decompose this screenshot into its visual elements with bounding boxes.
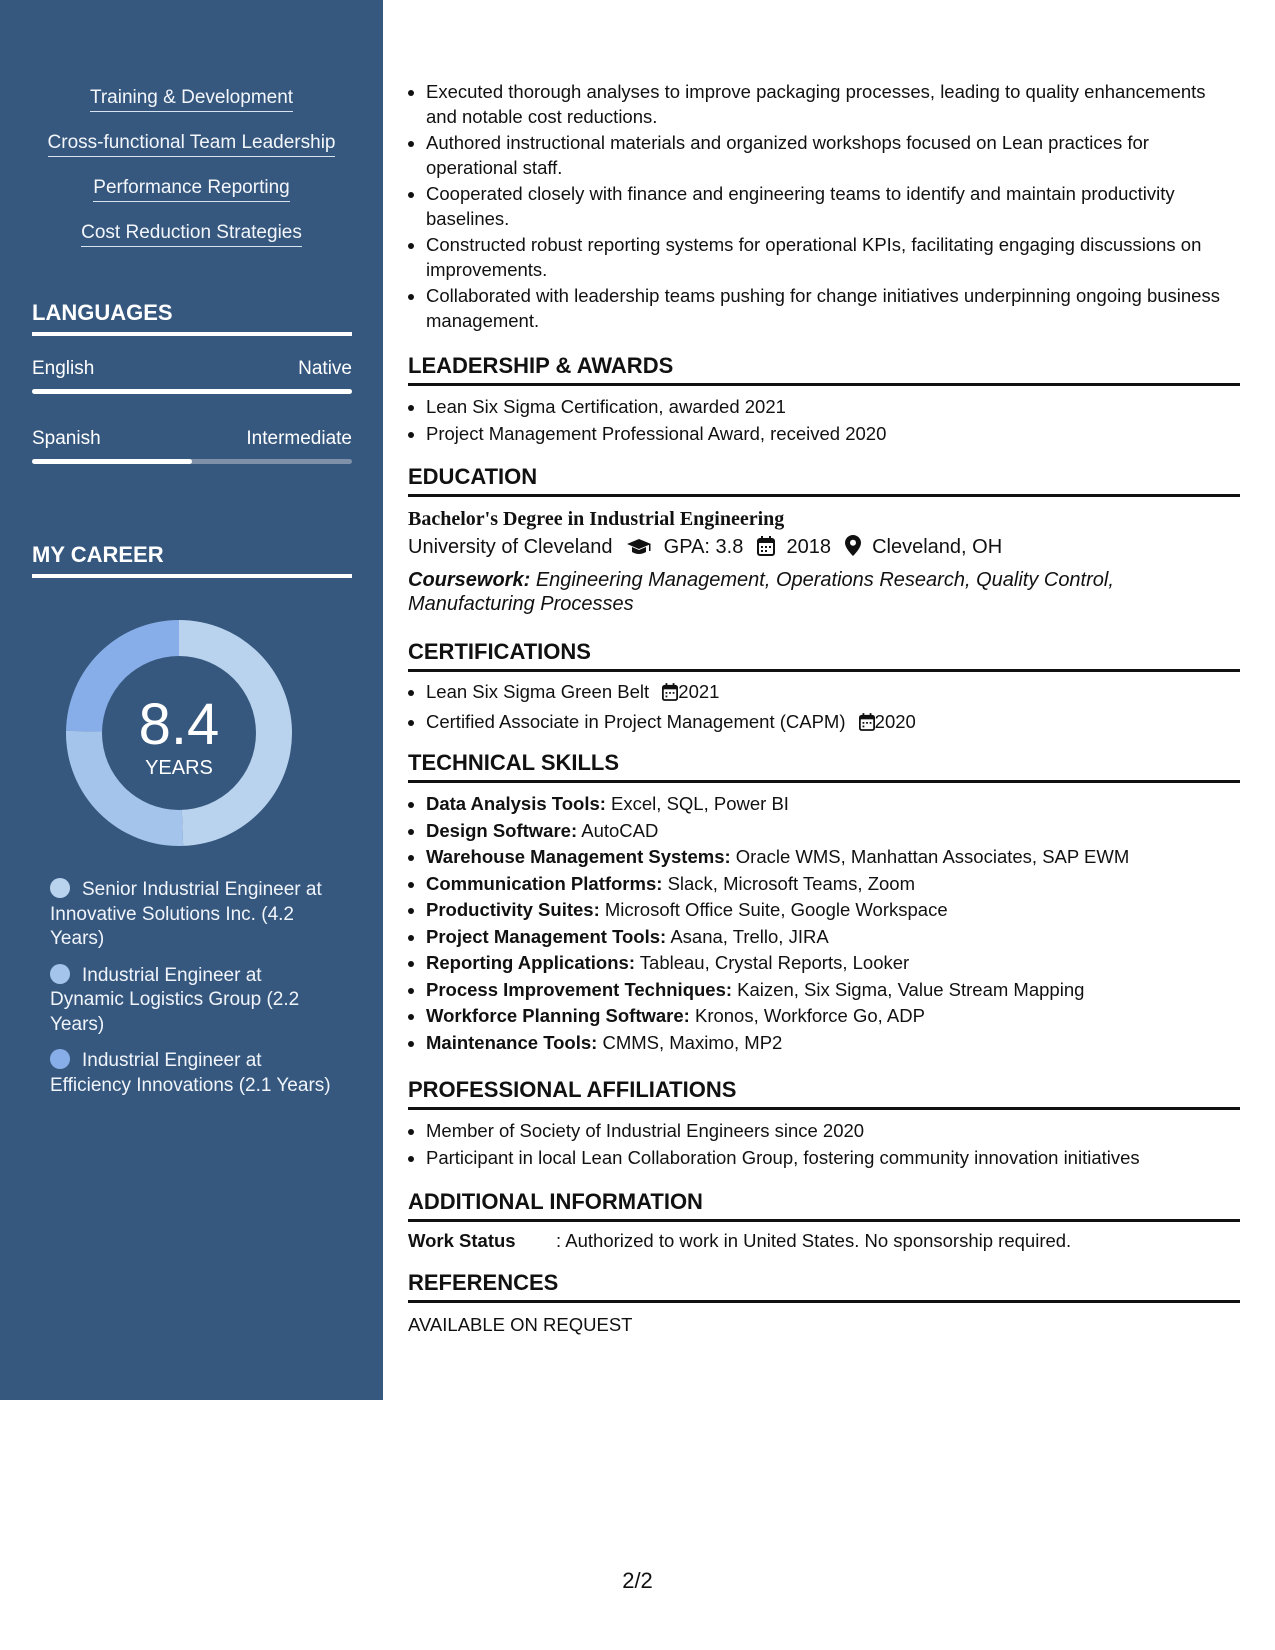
legend-dot-icon (50, 1049, 70, 1069)
skill-value: Excel, SQL, Power BI (611, 793, 789, 814)
graduation-year: 2018 (786, 536, 831, 558)
section-title: LEADERSHIP & AWARDS (408, 352, 1240, 386)
skill-label: Communication Platforms: (426, 872, 663, 894)
list-item: • Member of Society of Industrial Engineers since 2020 (426, 1119, 1240, 1144)
legend-dot-icon (50, 964, 70, 984)
affiliations-list (408, 1119, 1240, 1172)
language-name: English (32, 358, 95, 379)
school-location: Cleveland, OH (872, 536, 1003, 558)
list-item: • Constructed robust reporting systems for operational KPIs, facilitating engaging discussions on improvements. (426, 233, 1240, 282)
list-item (426, 898, 1240, 923)
education-entry (408, 505, 1240, 616)
skill-value: Asana, Trello, JIRA (670, 925, 829, 947)
skill-value: CMMS, Maximo, MP2 (602, 1031, 783, 1053)
skill-label: Productivity Suites: (426, 899, 600, 920)
list-item (426, 1031, 1240, 1056)
skill-value: AutoCAD (581, 819, 659, 841)
list-item (426, 710, 1240, 738)
career-total: 8.4 (138, 692, 220, 757)
page-number: 2/2 (622, 1568, 653, 1593)
calendar-icon (662, 683, 678, 708)
list-item (426, 925, 1240, 950)
list-item (426, 978, 1240, 1003)
graduation-cap-icon (626, 536, 652, 564)
certification-year: 2020 (874, 710, 916, 732)
skill-link[interactable]: Performance Reporting (93, 176, 289, 202)
skill-value: Oracle WMS, Manhattan Associates, SAP EWM (735, 846, 1130, 867)
list-item (426, 792, 1240, 817)
language-bar (32, 459, 352, 464)
skill-label: Data Analysis Tools: (426, 793, 606, 814)
list-item (426, 845, 1240, 870)
section-title: EDUCATION (408, 463, 1240, 497)
career-unit: YEARS (145, 757, 213, 779)
calendar-icon (859, 713, 875, 738)
language-bar (32, 389, 352, 394)
section-title: REFERENCES (408, 1269, 1240, 1303)
coursework-value: Engineering Management, Operations Research, Quality Control, Manufacturing Processes (408, 569, 1114, 615)
certification-name: Lean Six Sigma Green Belt (426, 681, 650, 702)
certification-name: Certified Associate in Project Management (CAPM) (426, 710, 846, 732)
language-row (32, 358, 352, 380)
skill-link[interactable]: Training & Development (90, 86, 293, 112)
skill-value: Kaizen, Six Sigma, Value Stream Mapping (737, 978, 1085, 1000)
list-item: • Participant in local Lean Collaboration Group, fostering community innovation initiatives (426, 1146, 1240, 1171)
leadership-list (408, 395, 1240, 448)
skill-value: Slack, Microsoft Teams, Zoom (667, 872, 915, 894)
section-title: CERTIFICATIONS (408, 638, 1240, 672)
language-level: Intermediate (246, 428, 352, 449)
experience-bullets (408, 80, 1240, 335)
list-item: • Lean Six Sigma Certification, awarded 2021 (426, 395, 1240, 420)
career-item (50, 1049, 340, 1098)
degree-title: Bachelor's Degree in Industrial Engineering (408, 508, 785, 530)
language-bar-fill (32, 389, 352, 394)
certification-year: 2021 (678, 681, 720, 702)
coursework-label: Coursework: (408, 569, 531, 591)
references-value: AVAILABLE ON REQUEST (408, 1314, 633, 1335)
skill-label: Warehouse Management Systems: (426, 846, 731, 867)
language-name: Spanish (32, 428, 101, 449)
career-item-text: Industrial Engineer at Efficiency Innovations (2.1 Years) (50, 1050, 331, 1096)
legend-dot-icon (50, 878, 70, 898)
career-item (50, 878, 340, 952)
technical-skills-list (408, 792, 1240, 1057)
list-item: • Project Management Professional Award, received 2020 (426, 422, 1240, 447)
skill-label: Project Management Tools: (426, 925, 667, 947)
skill-link[interactable]: Cross-functional Team Leadership (48, 131, 336, 157)
career-item (50, 964, 340, 1038)
section-title: PROFESSIONAL AFFILIATIONS (408, 1076, 1240, 1110)
skill-value: Microsoft Office Suite, Google Workspace (604, 899, 948, 920)
work-status-label: Work Status (408, 1230, 516, 1251)
skill-label: Workforce Planning Software: (426, 1005, 690, 1026)
work-status-row (408, 1229, 1240, 1253)
certifications-list (408, 680, 1240, 739)
skills-list (0, 86, 383, 266)
list-item (426, 872, 1240, 897)
language-row (32, 428, 352, 450)
skill-label: Maintenance Tools: (426, 1031, 598, 1053)
work-status-value: : Authorized to work in United States. No sponsorship required. (556, 1230, 1072, 1251)
sidebar (0, 0, 383, 1400)
skill-value: Kronos, Workforce Go, ADP (694, 1005, 925, 1026)
list-item (426, 1004, 1240, 1029)
list-item (426, 951, 1240, 976)
gpa: GPA: 3.8 (663, 536, 744, 558)
language-level: Native (298, 358, 352, 379)
skill-value: Tableau, Crystal Reports, Looker (639, 952, 910, 973)
list-item: • Executed thorough analyses to improve packaging processes, leading to quality enhancements and notable cost reductions. (426, 80, 1240, 129)
list-item: • Cooperated closely with finance and engineering teams to identify and maintain productivity baselines. (426, 182, 1240, 231)
map-pin-icon (845, 535, 861, 564)
section-title: TECHNICAL SKILLS (408, 749, 1240, 783)
list-item: • Authored instructional materials and organized workshops focused on Lean practices for operational staff. (426, 131, 1240, 180)
list-item (426, 680, 1240, 708)
career-donut-chart (66, 620, 292, 846)
coursework (408, 568, 1240, 616)
career-heading: MY CAREER (32, 542, 352, 578)
skill-link[interactable]: Cost Reduction Strategies (81, 221, 302, 247)
language-bar-fill (32, 459, 192, 464)
education-meta (408, 533, 1240, 564)
skill-label: Process Improvement Techniques: (426, 978, 733, 1000)
career-legend (50, 878, 340, 1110)
skill-label: Reporting Applications: (426, 952, 635, 973)
skill-label: Design Software: (426, 819, 578, 841)
career-item-text: Senior Industrial Engineer at Innovative Solutions Inc. (4.2 Years) (50, 879, 322, 949)
school-name: University of Cleveland (408, 536, 613, 558)
calendar-icon (757, 536, 775, 564)
career-item-text: Industrial Engineer at Dynamic Logistics Group (2.2 Years) (50, 964, 300, 1035)
section-title: ADDITIONAL INFORMATION (408, 1188, 1240, 1222)
list-item (426, 819, 1240, 844)
list-item: • Collaborated with leadership teams pushing for change initiatives underpinning ongoing business management. (426, 284, 1240, 333)
languages-heading: LANGUAGES (32, 300, 352, 336)
